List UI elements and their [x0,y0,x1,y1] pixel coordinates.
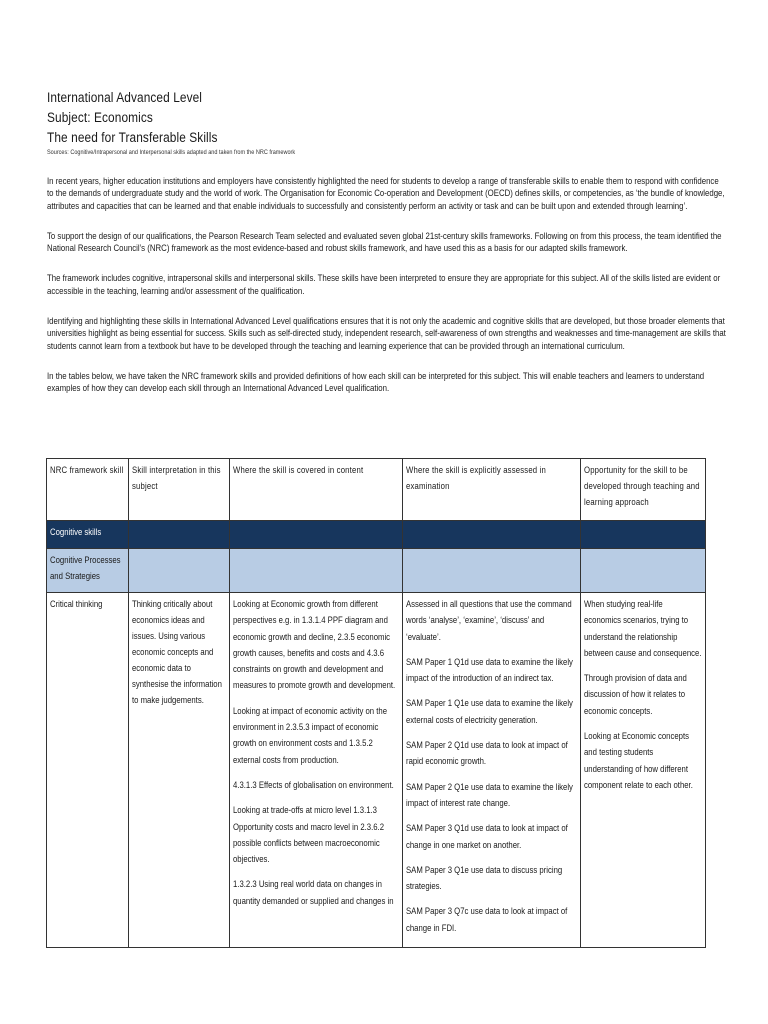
paragraph: To support the design of our qualifications, the Pearson Research Team selected and evaluated seven global 21st-century skills frameworks. Following on from this process, the team identified the National Research Council’s (NRC) framework as the most evidence-based and robust skills framework, and have used this as a basis for our adapted skills framework. [47,230,722,254]
interpretation-cell: Thinking critically about economics ideas and issues. Using various economic concepts and economic data to synthesise the information to make judgements. [129,593,230,948]
assessed-item: SAM Paper 3 Q7c use data to look at impact of change in FDI. [406,906,568,933]
opportunity-item: Looking at Economic concepts and testing students understanding of how different component relate to each other. [584,731,693,790]
header-cell: Where the skill is covered in content [230,459,403,521]
opportunity-item: Through provision of data and discussion of how it relates to economic concepts. [584,673,687,716]
section-row-cognitive [47,521,706,549]
document-header [47,88,727,157]
assessed-item: SAM Paper 3 Q1d use data to look at impact of change in one market on another. [406,823,568,850]
assessed-cell [403,593,581,948]
page-title: The need for Transferable Skills [47,130,218,145]
content-item: Looking at trade-offs at micro level 1.3.1.3 Opportunity costs and macro level in 2.3.6.2 possible conflicts between macroeconomic objectives. [233,805,385,865]
assessed-item: SAM Paper 2 Q1e use data to examine the likely impact of interest rate change. [406,781,573,808]
assessed-item: Assessed in all questions that use the command words ‘analyse’, ‘examine’, ‘discuss’ and ‘evaluate’. [406,599,572,642]
content-item: Looking at Economic growth from different perspectives e.g. in 1.3.1.4 PPF diagram and economic growth and decline, 2.3.5 economic growth causes, benefits and costs and 4.3.6 constraints on growth and development and measures to promote growth and development. [233,599,396,691]
intro-text [47,175,727,413]
paragraph: In recent years, higher education institutions and employers have consistently highlighted the need for students to develop a range of transferable skills to enable them to respond with confidence to the demands of undergraduate study and the world of work. The Organisation for Economic Co-operation and Development (OECD) defines skills, or competencies, as ‘the bundle of knowledge, attributes and capacities that can be learned and that enable individuals to successfully and consistently perform an activity or task and can be built upon and extended through learning’. [47,176,725,211]
content-cell [230,593,403,948]
header-cell: Opportunity for the skill to be developed through teaching and learning approach [581,459,706,521]
qualification-title: International Advanced Level [47,90,203,105]
table-header-row [47,459,706,521]
subsection-row [47,549,706,593]
paragraph: Identifying and highlighting these skills in International Advanced Level qualifications ensures that it is not only the academic and cognitive skills that are developed, but those broader elements that universities highlight as being essential for success. Skills such as self-directed study, independent research, self-awareness of own strengths and weaknesses and time-management are skills that students cannot learn from a textbook but have to be developed through the teaching and learning experience that can be provided through an international curriculum. [47,316,726,351]
subsection-label: Cognitive Processes and Strategies [47,549,129,593]
section-label: Cognitive skills [47,521,129,549]
paragraph: The framework includes cognitive, intrapersonal skills and interpersonal skills. These skills have been interpreted to ensure they are appropriate for this subject. All of the skills listed are evident or accessible in the teaching, learning and/or assessment of the qualification. [47,273,721,296]
assessed-item: SAM Paper 1 Q1d use data to examine the likely impact of the introduction of an indirect tax. [406,656,573,684]
opportunity-item: When studying real-life economics scenarios, trying to understand the relationship between cause and consequence. [584,599,702,658]
sources-note: Sources: Cognitive/Intrapersonal and Interpersonal skills adapted and taken from the NRC framework [47,149,296,156]
skills-table [46,458,706,948]
header-cell: Where the skill is explicitly assessed in examination [403,459,581,521]
assessed-item: SAM Paper 1 Q1e use data to examine the likely external costs of electricity generation. [406,698,573,725]
table-row [47,593,706,948]
opportunity-cell [581,593,706,948]
content-item: 4.3.1.3 Effects of globalisation on environment. [233,779,394,790]
paragraph: In the tables below, we have taken the NRC framework skills and provided definitions of how each skill can be interpreted for this subject. This will enable teachers and learners to understand examples of how they can develop each skill through an International Advanced Level qualification. [47,370,705,394]
content-item: Looking at impact of economic activity on the environment in 2.3.5.3 impact of economic growth on environment costs and 1.3.5.2 external costs from production. [233,705,388,765]
header-cell: Skill interpretation in this subject [129,459,230,521]
skill-cell: Critical thinking [47,593,129,948]
content-item: 1.3.2.3 Using real world data on changes in quantity demanded or supplied and changes in [233,879,394,906]
subject-title: Subject: Economics [47,110,153,125]
header-cell: NRC framework skill [47,459,129,521]
assessed-item: SAM Paper 3 Q1e use data to discuss pricing strategies. [406,864,563,892]
assessed-item: SAM Paper 2 Q1d use data to look at impact of rapid economic growth. [406,740,568,767]
